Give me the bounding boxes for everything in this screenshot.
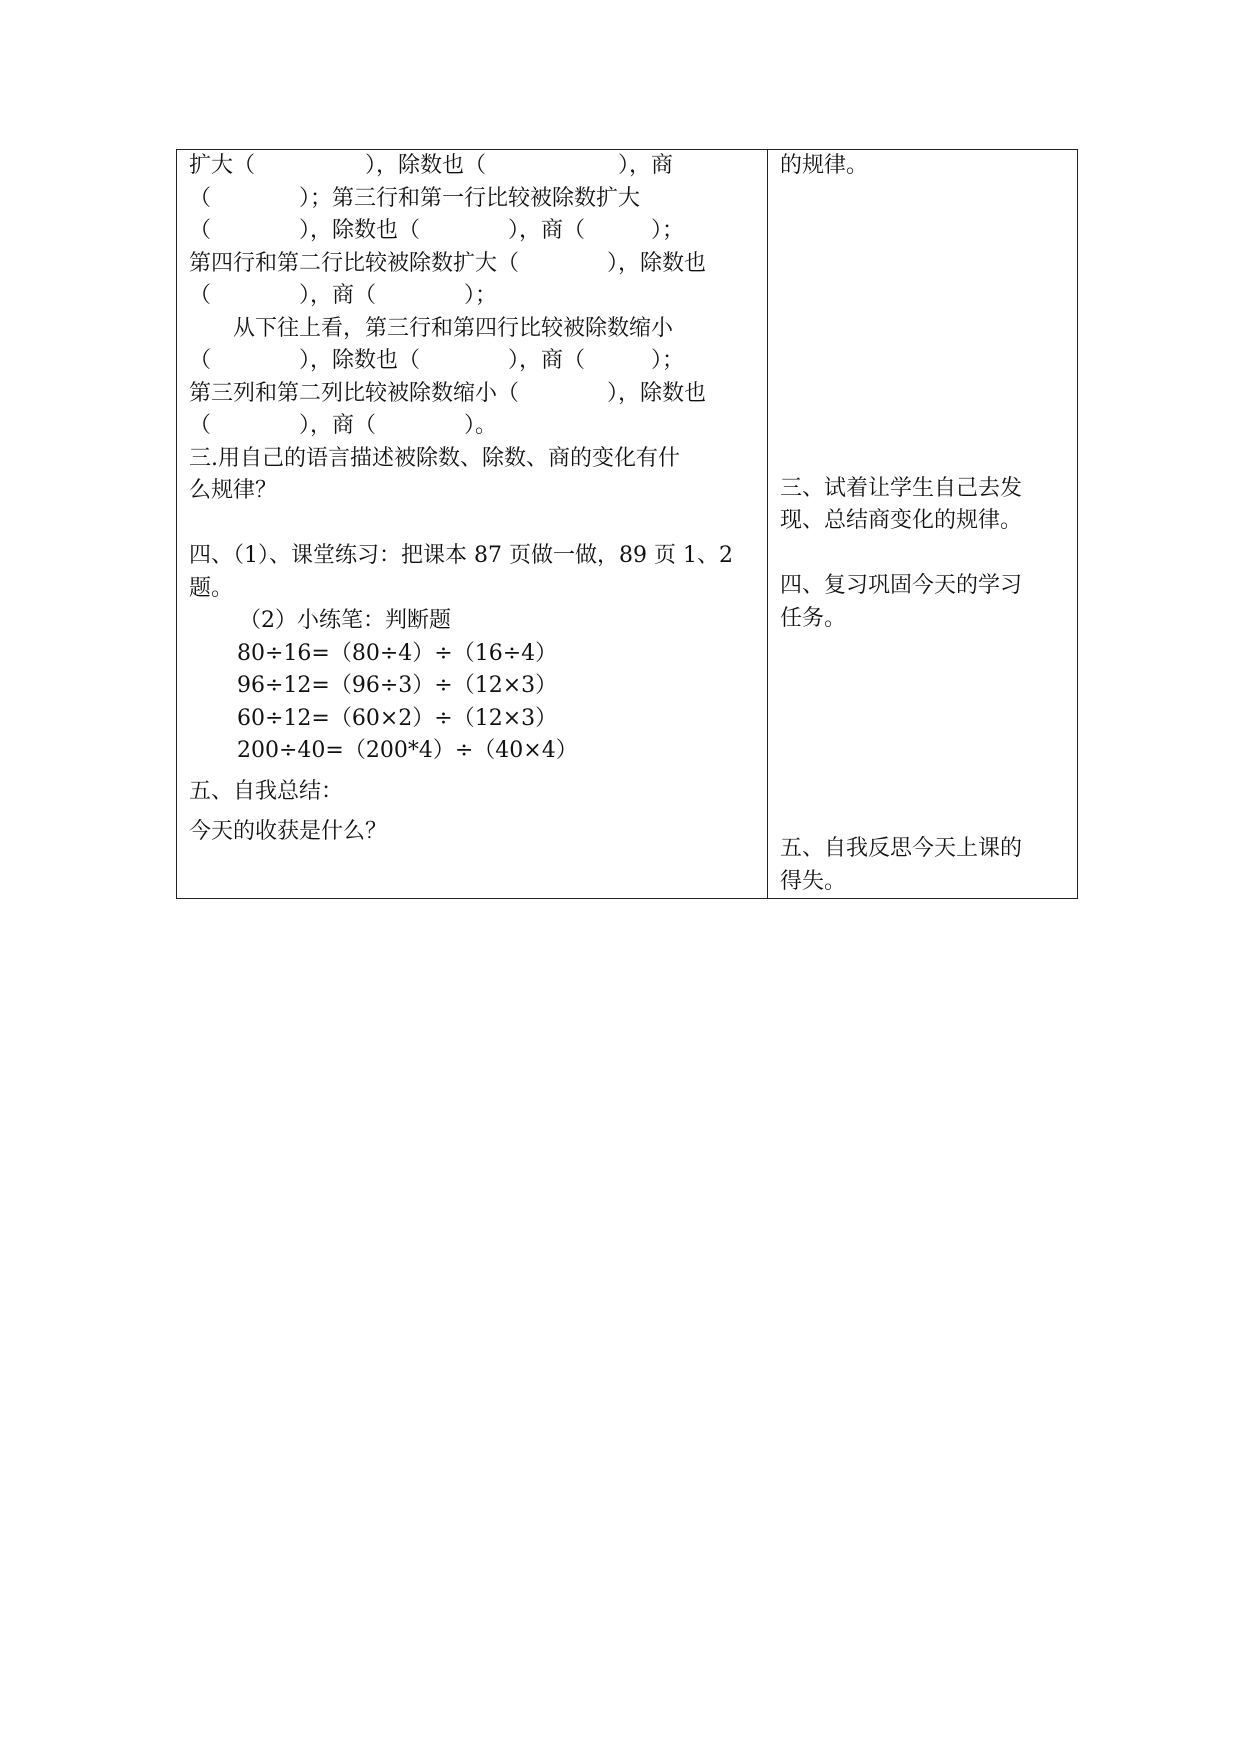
text-line: 第四行和第二行比较被除数扩大（ ），除数也 <box>189 250 707 276</box>
text-line: （ ）；第三行和第一行比较被除数扩大 <box>189 185 641 211</box>
spacer <box>780 538 1067 571</box>
table-row <box>177 150 1078 899</box>
text-line: 今天的收获是什么？ <box>189 819 388 844</box>
teacher-note-cell <box>768 150 1078 899</box>
text-line: 从下往上看，第三行和第四行比较被除数缩小 <box>189 315 674 341</box>
exercise-equation: 80÷16=（80÷4）÷（16÷4） <box>237 640 558 666</box>
text-line: 么规律？ <box>189 478 278 503</box>
text-line: 的规律。 <box>780 153 869 178</box>
text-line: 三、试着让学生自己去发 <box>780 475 1023 501</box>
lesson-plan-table <box>176 149 1078 899</box>
text-line: 得失。 <box>780 868 847 894</box>
text-line: 四、复习巩固今天的学习 <box>780 573 1023 598</box>
text-line: 任务。 <box>780 605 847 631</box>
text-line: 三.用自己的语言描述被除数、除数、商的变化有什 <box>189 445 680 471</box>
text-line: （ ），商（ ）； <box>189 283 498 308</box>
student-activity-cell <box>177 150 768 899</box>
text-line: 现、总结商变化的规律。 <box>780 508 1023 533</box>
text-line: 五、自我反思今天上课的 <box>780 836 1023 861</box>
text-line: 四、（1）、课堂练习：把课本 87 页做一做，89 页 1、2 <box>189 543 733 568</box>
exercise-equation: 200÷40=（200*4）÷（40×4） <box>237 738 578 763</box>
exercise-equation: 96÷12=（96÷3）÷（12×3） <box>237 673 558 698</box>
exercise-equation: 60÷12=（60×2）÷（12×3） <box>237 705 558 731</box>
spacer <box>189 808 757 816</box>
text-line: 五、自我总结： <box>189 778 344 804</box>
text-line: 题。 <box>189 575 234 601</box>
text-line: （ ），除数也（ ），商（ ）； <box>189 218 685 243</box>
text-line: 扩大（ ），除数也（ ），商 <box>189 153 674 178</box>
spacer <box>780 635 1067 833</box>
spacer <box>189 768 757 776</box>
spacer <box>189 508 757 541</box>
spacer <box>780 183 1067 473</box>
text-line: （ ），除数也（ ），商（ ）； <box>189 348 685 373</box>
text-line: （2）小练笔：判断题 <box>239 608 451 633</box>
text-line: （ ），商（ ）。 <box>189 413 498 438</box>
text-line: 第三列和第二列比较被除数缩小（ ），除数也 <box>189 380 707 406</box>
